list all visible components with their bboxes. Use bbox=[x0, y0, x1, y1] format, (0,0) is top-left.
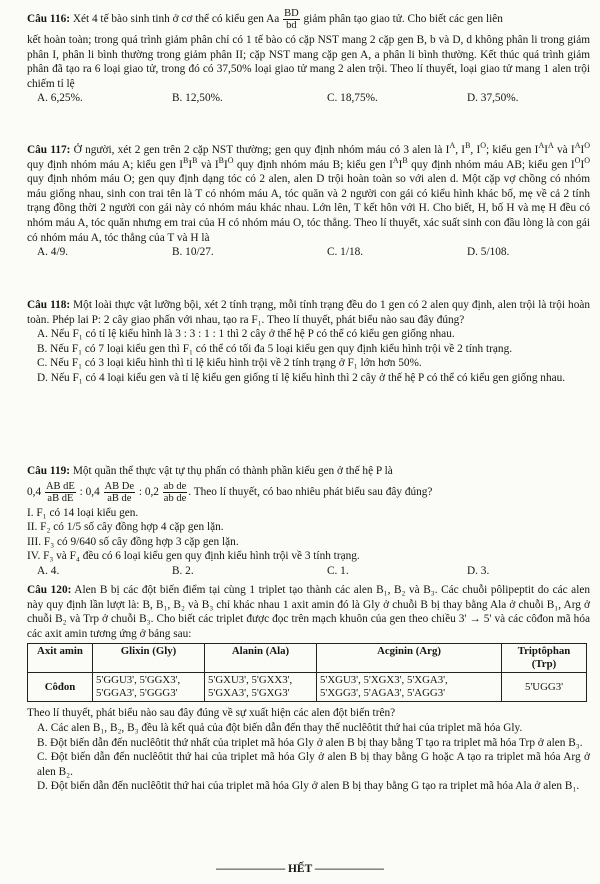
table-header-row bbox=[28, 644, 587, 673]
genotype-fraction-3 bbox=[163, 481, 187, 504]
q117-body: Ở người, xét 2 gen trên 2 cặp NST thường; gen quy định nhóm máu có 3 alen là $I^A$, $I^B$, $I^O$; kiểu gen $I^AI^A$ và $I^AI^O$ quy định nhóm máu A; kiểu gen $I^BI^B$ và $I^BI^O$ quy định nhóm máu B; kiểu gen $I^AI^B$ quy định nhóm máu AB; kiểu gen $I^OI^O$ quy định nhóm máu O; gen quy định dạng tóc có 2 alen, alen D trội hoàn toàn so với alen d. Một cặp vợ chồng có nhóm máu giống nhau, sinh con trai tên là T có nhóm máu A, tóc quăn và 2 người con gái có kiểu hình khác bố, mẹ về cả 2 tính trạng đồng thời 2 người con gái này có nhóm máu khác nhau. Lớn lên, T kết hôn với H. Cho biết, H, bố H và mẹ H đều có nhóm máu A, tóc quăn nhưng em trai của H có nhóm máu O, tóc thẳng. Theo lí thuyết, xác suất sinh con đầu lòng là con gái có nhóm máu A, tóc thẳng của T và H là bbox=[27, 141, 591, 244]
question-119 bbox=[27, 464, 590, 579]
coef-1: 0,4 bbox=[27, 485, 42, 498]
table-header: Acginin (Arg) bbox=[317, 644, 502, 673]
table-header: Alanin (Ala) bbox=[205, 644, 317, 673]
q120-stem bbox=[27, 583, 590, 641]
table-header: Axit amin bbox=[28, 644, 93, 673]
frac-1-den: aB dE bbox=[47, 492, 74, 504]
q120-label: Câu 120: bbox=[27, 584, 72, 596]
codon-line: 5'GXA3', 5'GXG3' bbox=[208, 687, 290, 700]
question-120 bbox=[27, 583, 590, 794]
option-c: C. Đột biến dẫn đến nuclêôtit thứ hai của triplet mã hóa Gly ở alen B bị thay bằng G hoặc A tạo ra triplet mã hóa Arg ở alen B₂. bbox=[37, 751, 590, 778]
question-117 bbox=[27, 143, 590, 260]
statement-4: IV. F₃ và F₄ đều có 6 loại kiểu gen quy định kiểu hình trội về 3 tính trạng. bbox=[27, 550, 360, 563]
q120-question: Theo lí thuyết, phát biểu nào sau đây đúng về sự xuất hiện các alen đột biến trên? bbox=[27, 707, 396, 720]
q119-body: Một quần thể thực vật tự thụ phấn có thành phần kiểu gen ở thế hệ P là bbox=[70, 465, 393, 477]
option-c: C. 1. bbox=[327, 564, 349, 577]
option-c: C. Nếu F₁ có 3 loại kiểu hình thì tỉ lệ kiểu hình trội về 2 tính trạng ở F₁ lớn hơn 50%. bbox=[37, 357, 422, 370]
option-b: B. 2. bbox=[172, 564, 194, 577]
frac-numerator: BD bbox=[284, 8, 299, 19]
table-cell: Côđon bbox=[28, 673, 93, 702]
option-d: D. Đột biến dẫn đến nuclêôtit thứ hai của triplet mã hóa Gly ở alen B bị thay bằng G tạo ra triplet mã hóa Ala ở alen B₁. bbox=[37, 780, 580, 793]
q116-options bbox=[27, 91, 590, 106]
option-b: B. Đột biến dẫn đến nuclêôtit thứ nhất của triplet mã hóa Gly ở alen B bị thay bằng T tạo ra triplet mã hóa Trp ở alen B₃. bbox=[37, 736, 583, 749]
q118-stem bbox=[27, 298, 590, 327]
option-a: A. 4. bbox=[37, 564, 60, 577]
q116-text-2: giảm phân tạo giao tử. Cho biết các gen liên bbox=[300, 13, 503, 26]
divider: —————— bbox=[216, 863, 288, 875]
genotype-fraction-2 bbox=[104, 481, 135, 504]
option-b: B. 12,50%. bbox=[172, 92, 223, 105]
q117-stem bbox=[27, 143, 590, 245]
q119-options bbox=[27, 564, 590, 579]
table-header: Triptôphan (Trp) bbox=[502, 644, 587, 673]
frac-denominator: bd bbox=[286, 20, 297, 31]
q118-label: Câu 118: bbox=[27, 299, 71, 311]
frac-2-num: AB De bbox=[104, 480, 135, 492]
end-marker bbox=[0, 862, 600, 877]
option-d: D. 37,50%. bbox=[467, 92, 519, 105]
coef-3: : 0,2 bbox=[138, 485, 159, 498]
q119-genotypes bbox=[27, 481, 590, 504]
option-d: D. 3. bbox=[467, 564, 490, 577]
statement-3: III. F₃ có 9/640 số cây đồng hợp 3 cặp gen lặn. bbox=[27, 535, 239, 548]
option-c: C. 18,75%. bbox=[327, 92, 378, 105]
codon-line: 5'GGA3', 5'GGG3' bbox=[96, 687, 178, 700]
option-a: A. 6,25%. bbox=[37, 92, 83, 105]
question-116 bbox=[27, 8, 590, 106]
option-d: D. 5/108. bbox=[467, 246, 510, 259]
q119-label: Câu 119: bbox=[27, 465, 70, 477]
codon-table bbox=[27, 643, 587, 702]
genotype-fraction bbox=[283, 8, 300, 31]
q116-text-1: Xét 4 tế bào sinh tinh ở cơ thể có kiểu gen Aa bbox=[70, 13, 283, 26]
q118-body: Một loài thực vật lưỡng bội, xét 2 tính trạng, mỗi tính trạng đều do 1 gen có 2 alen quy định, alen trội là trội hoàn toàn. Phép lai P: 2 cây giao phấn với nhau, tạo ra F₁. Theo lí thuyết, phát biểu nào sau đây đúng? bbox=[27, 299, 591, 326]
codon-line: 5'GGU3', 5'GGX3', bbox=[96, 674, 181, 687]
table-cell bbox=[205, 673, 317, 702]
option-a: A. Nếu F₁ có tỉ lệ kiểu hình là 3 : 3 : 1 : 1 thì 2 cây ở thế hệ P có thể có kiểu gen giống nhau. bbox=[37, 328, 455, 341]
option-b: B. 10/27. bbox=[172, 246, 214, 259]
divider: —————— bbox=[312, 863, 384, 875]
table-row bbox=[28, 673, 587, 702]
table-cell bbox=[317, 673, 502, 702]
table-cell bbox=[93, 673, 205, 702]
codon-line: 5'XGU3', 5'XGX3', 5'XGA3', bbox=[320, 674, 448, 687]
codon-line: 5'GXU3', 5'GXX3', bbox=[208, 674, 293, 687]
coef-2: : 0,4 bbox=[79, 485, 100, 498]
end-label: HẾT bbox=[287, 863, 313, 875]
q117-options bbox=[27, 245, 590, 260]
genotype-fraction-1 bbox=[45, 481, 76, 504]
option-b: B. Nếu F₁ có 7 loại kiểu gen thì F₁ có thể có tối đa 5 loại kiểu gen quy định kiểu hình trội về 2 tính trạng. bbox=[37, 342, 513, 355]
q116-label: Câu 116: bbox=[27, 13, 70, 26]
frac-1-num: AB dE bbox=[45, 480, 75, 492]
codon-line: 5'XGG3', 5'AGA3', 5'AGG3' bbox=[320, 687, 446, 700]
frac-2-den: aB de bbox=[107, 492, 132, 504]
question-118 bbox=[27, 298, 590, 386]
option-a: A. 4/9. bbox=[37, 246, 69, 259]
q116-stem bbox=[27, 8, 590, 31]
statement-2: II. F₂ có 1/5 số cây đồng hợp 4 cặp gen lặn. bbox=[27, 521, 224, 534]
frac-3-den: ab de bbox=[163, 492, 187, 504]
table-header: Glixin (Gly) bbox=[93, 644, 205, 673]
option-a: A. Các alen B₁, B₂, B₃ đều là kết quả của đột biến dẫn đến thay thế nuclêôtit thứ hai của triplet mã hóa Gly. bbox=[37, 721, 523, 734]
option-d: D. Nếu F₁ có 4 loại kiểu gen và tỉ lệ kiểu gen giống tỉ lệ kiểu hình thì 2 cây ở thế hệ P có thể có kiểu gen giống nhau. bbox=[37, 371, 566, 384]
frac-3-num: ab de bbox=[163, 480, 187, 492]
q119-stem bbox=[27, 464, 590, 479]
option-c: C. 1/18. bbox=[327, 246, 364, 259]
statement-1: I. F₁ có 14 loại kiểu gen. bbox=[27, 506, 139, 519]
q119-tail: . Theo lí thuyết, có bao nhiêu phát biểu sau đây đúng? bbox=[188, 485, 433, 498]
q116-body: kết hoàn toàn; trong quá trình giảm phân chỉ có 1 tế bào có cặp NST mang 2 cặp gen B, b và D, d không phân li trong giảm phân I, phân li bình thường trong giảm phân II; cặp NST mang cặp gen A, a phân li bình thường. Kết thúc quá trình giảm phân đã tạo ra 6 loại giao tử, trong đó có 37,50% loại giao tử mang 2 alen trội. Theo lí thuyết, loại giao tử mang 1 alen trội chiếm tỉ lệ bbox=[27, 34, 590, 90]
table-cell: 5'UGG3' bbox=[502, 673, 587, 702]
q120-body: Alen B bị các đột biến điểm tại cùng 1 triplet tạo thành các alen B₁, B₂ và B₃. Các chuỗi pôlipeptit do các alen này quy định lần lượt là: B, B₁, B₂ và B₃ chỉ khác nhau 1 axit amin đó là Gly ở chuỗi B bị thay bằng Ala ở chuỗi B₁, Arg ở chuỗi B₂ và Trp ở chuỗi B₃. Cho biết các triplet được đọc trên mạch khuôn của gen theo chiều 3' → 5' và các côđon mã hóa các axit amin tương ứng ở bảng sau: bbox=[27, 584, 590, 640]
q117-label: Câu 117: bbox=[27, 144, 71, 156]
